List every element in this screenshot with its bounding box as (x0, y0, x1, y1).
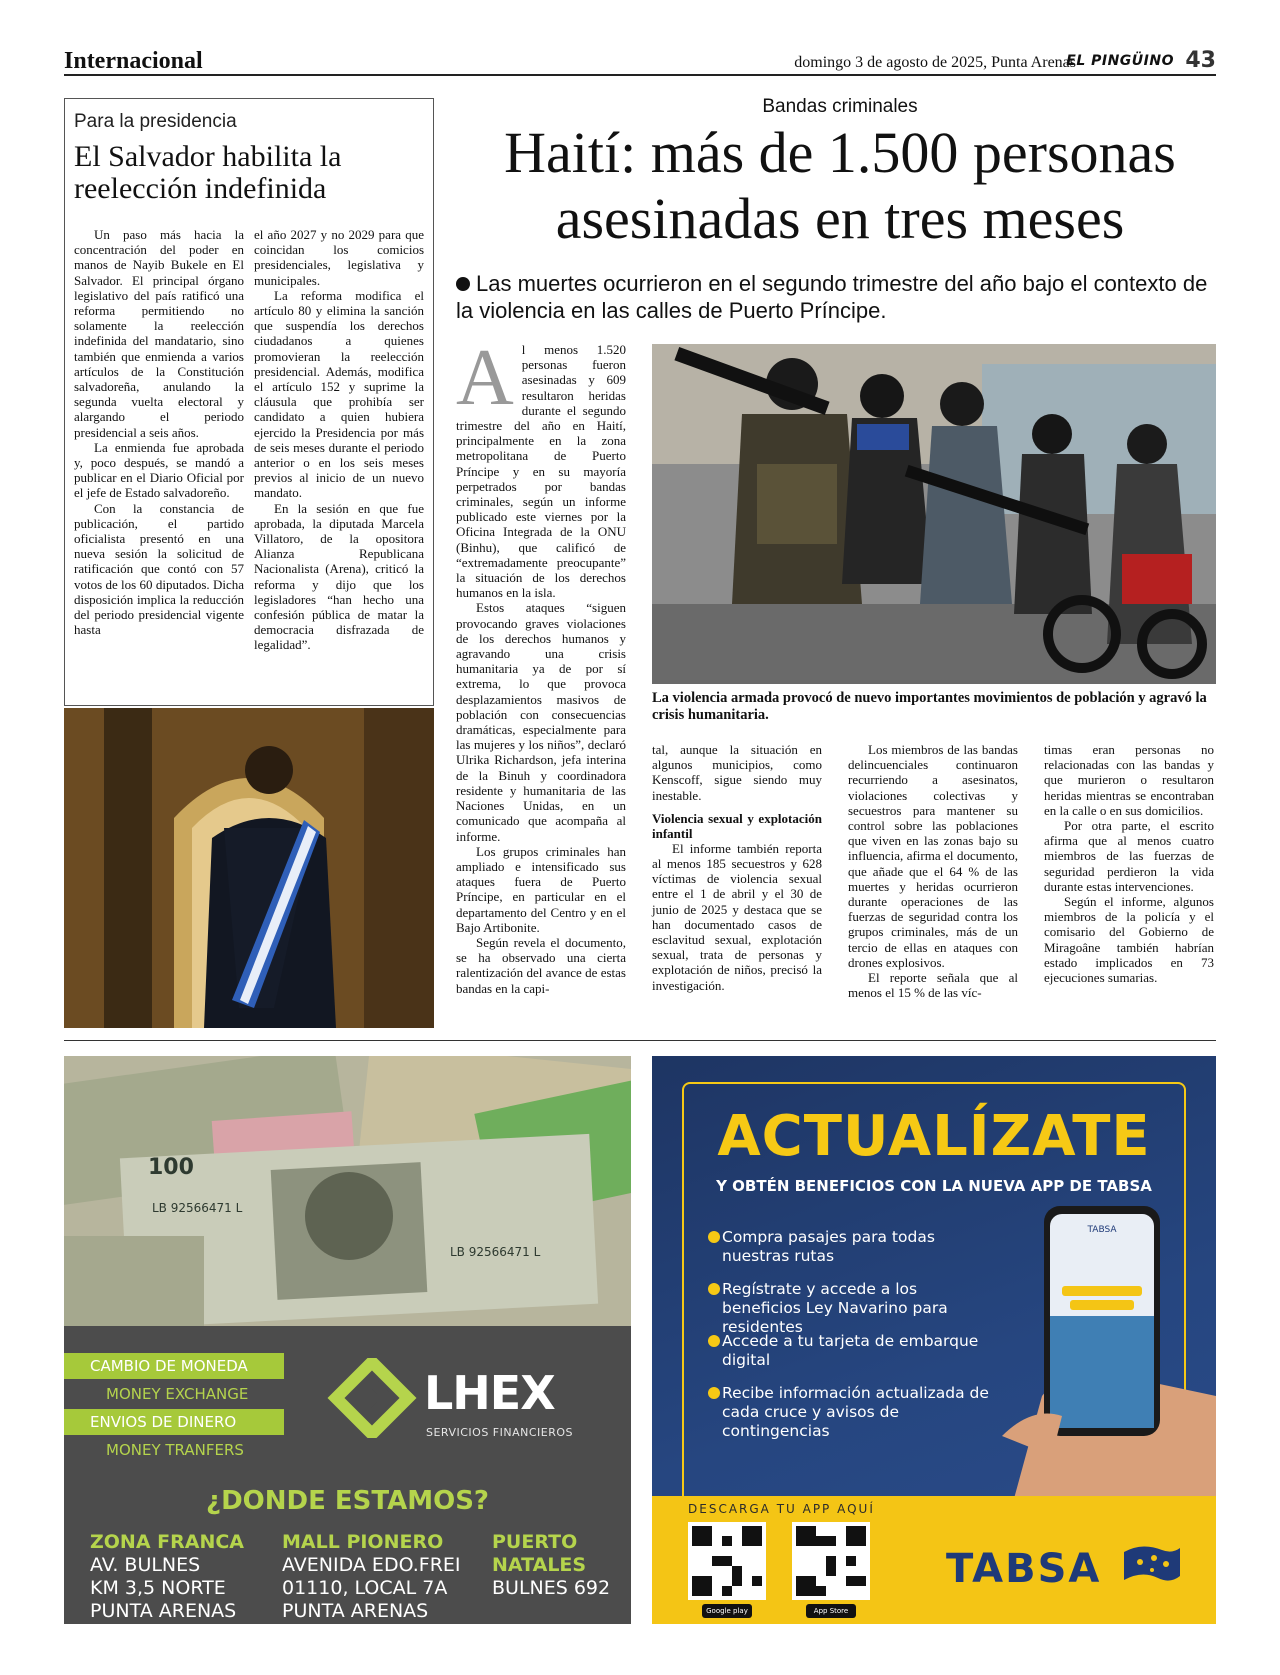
main-headline: Haití: más de 1.500 personas asesinadas en tres meses (504, 120, 1176, 251)
location-line: BULNES 692 (492, 1577, 611, 1599)
service-tags (64, 1353, 284, 1465)
paragraph: l menos 1.520 personas fueron asesinadas y 609 resultaron heridas durante el segundo trimestre del año en Haití, principalmente en la zona metropolitana de Puerto Príncipe y en su mayoría perpetrados por bandas criminales, según un informe publicado este viernes por la Oficina Integrada de la ONU (Binhu), que calificó de “extremadamente preocupante” la situación de los derechos humanos en la isla. (456, 342, 626, 601)
tabsa-flag-icon (1122, 1542, 1182, 1586)
story-column-1 (74, 227, 244, 653)
benefit-text: Regístrate y accede a los beneficios Ley Navarino para residentes (722, 1280, 948, 1336)
benefit-item (708, 1332, 998, 1370)
story-kicker: Para la presidencia (74, 111, 237, 132)
bullet-icon (456, 277, 470, 291)
tabsa-logo: TABSA (946, 1546, 1102, 1592)
location-title: MALL PIONERO (282, 1531, 444, 1553)
location-line: AVENIDA EDO.FREI (282, 1554, 461, 1576)
dollar-bills-illustration (64, 1056, 631, 1326)
where-title: ¿DONDE ESTAMOS? (205, 1486, 490, 1516)
qr-code-icon[interactable] (792, 1522, 870, 1600)
lhex-advertisement (64, 1056, 631, 1624)
benefit-item (708, 1280, 998, 1337)
paragraph: Los grupos criminales han ampliado e intensificado sus ataques fuera de Puerto Príncipe, en particular en el departamento del Centro y en el Bajo Artibonite. (456, 843, 626, 935)
benefit-item (708, 1384, 998, 1441)
paragraph: Estos ataques “siguen provocando graves violaciones de los derechos humanos y agravando una crisis humanitaria ya de por sí extrema, lo que provoca desplazamientos masivos de población con consecuencias dramáticas, especialmente para las mujeres y los niños”, declaró Ulrika Richardson, jefa interina de la Binuh y coordinadora residente y humanitaria de las Naciones Unidas, en un comunicado que acompaña al informe. (456, 600, 626, 844)
benefit-text: Recibe información actualizada de cada cruce y avisos de contingencias (722, 1384, 989, 1440)
main-kicker: Bandas criminales (762, 96, 918, 117)
service-tag: ENVIOS DE DINERO (64, 1409, 284, 1435)
ad-subtitle: Y OBTÉN BENEFICIOS CON LA NUEVA APP DE TABSA (716, 1177, 1152, 1195)
paragraph: La enmienda fue aprobada y, poco después, se mandó a publicar en el Diario Oficial por el jefe de Estado salvadoreño. (74, 439, 244, 501)
qr-pattern (692, 1526, 762, 1596)
service-tag: CAMBIO DE MONEDA (64, 1353, 284, 1379)
benefit-item (708, 1228, 998, 1266)
paragraph: Por otra parte, el escrito afirma que al menos cuatro miembros de las fuerzas de seguridad perdieron la vida durante estas intervenciones. (1044, 818, 1214, 894)
phone-app-label: TABSA (1087, 1225, 1117, 1235)
qr-code-icon[interactable] (688, 1522, 766, 1600)
subheading: Violencia sexual y explotación infantil (652, 810, 822, 841)
tabsa-advertisement (652, 1056, 1216, 1624)
paragraph: El reporte señala que al menos el 15 % de las víc- (848, 970, 1018, 1001)
main-column-4 (1044, 742, 1214, 985)
paragraph: Con la constancia de publicación, el partido oficialista presentó en una nueva sesión la solicitud de ratificación que contó con 57 votos de los 60 diputados. Dicha disposición implica la reducción del periodo presidencial vigente hasta (74, 500, 244, 638)
location-title: PUERTO (492, 1531, 578, 1553)
dateline: domingo 3 de agosto de 2025, Punta Arenas (794, 54, 1076, 71)
paragraph: El informe también reporta al menos 185 secuestros y 628 víctimas de violencia sexual entre el 1 de abril y el 30 de junio de 2025 y destaca que se han documentado casos de esclavitud sexual, explotación sexual, trata de personas y explotación de niños, precisó la investigación. (652, 840, 822, 993)
main-column-3 (848, 742, 1018, 1000)
photo-caption: La violencia armada provocó de nuevo importantes movimientos de población y agravó la crisis humanitaria. (652, 690, 1207, 723)
location-mall-pionero (282, 1531, 461, 1623)
story-headline: El Salvador habilita la reelección indefinida (74, 140, 342, 205)
ad-title: ACTUALÍZATE (717, 1104, 1151, 1169)
benefit-text: Accede a tu tarjeta de embarque digital (722, 1332, 979, 1369)
lhex-tagline: SERVICIOS FINANCIEROS (426, 1426, 574, 1439)
check-icon (708, 1283, 720, 1295)
check-icon (708, 1387, 720, 1399)
location-line: 01110, LOCAL 7A (282, 1577, 448, 1599)
main-column-1 (456, 334, 626, 996)
paragraph: En la sesión en que fue aprobada, la diputada Marcela Villatoro, de la opositora Alianza Republicana Nacionalista (Arena), criticó la reforma y dijo que los legisladores “han hecho una confesión pública de matar la democracia disfrazada de legalidad”. (254, 500, 424, 653)
app-store-badge[interactable]: App Store (806, 1604, 856, 1618)
bill-serial: LB 92566471 L (450, 1245, 541, 1259)
bill-denomination: 100 (148, 1155, 194, 1180)
main-column-2 (652, 742, 822, 993)
phone-in-hand-illustration (982, 1206, 1216, 1506)
section-divider (64, 1040, 1216, 1041)
service-tag: MONEY TRANFERS (106, 1441, 244, 1459)
location-puerto-natales (492, 1531, 610, 1600)
newspaper-brand: EL PINGÜINO (1066, 53, 1174, 69)
google-play-badge[interactable]: Google play (702, 1604, 752, 1618)
bukele-sash-illustration (64, 708, 434, 1028)
story-columns (74, 227, 424, 653)
check-icon (708, 1335, 720, 1347)
paragraph: Según revela el documento, se ha observado una cierta ralentización del avance de estas bandas en la capi- (456, 934, 626, 996)
story-column-2 (254, 227, 424, 653)
location-line: PUNTA ARENAS (282, 1600, 429, 1622)
paragraph: Según el informe, algunos miembros de la policía y el comisario del Gobierno de Miragoâne también habrían estado implicados en 73 ejecuciones sumarias. (1044, 894, 1214, 986)
deck-text: Las muertes ocurrieron en el segundo trimestre del año bajo el contexto de la violencia en las calles de Puerto Príncipe. (456, 271, 1208, 323)
benefit-text: Compra pasajes para todas nuestras rutas (722, 1228, 935, 1265)
paragraph: Los miembros de las bandas delincuenciales continuaron recurriendo a asesinatos, violaciones colectivas y secuestros para mantener su control sobre las poblaciones que viven en las zonas bajo su influencia, afirma el documento, que añade que el 64 % de las muertes y heridas ocurrieron durante operaciones de las fuerzas de seguridad contra los grupos criminales, más de un tercio de ellas en ataques con drones explosivos. (848, 742, 1018, 970)
location-title: ZONA FRANCA (90, 1531, 245, 1553)
banknotes-image (64, 1056, 631, 1326)
check-icon (708, 1231, 720, 1243)
gang-members-illustration (652, 344, 1216, 684)
download-label: DESCARGA TU APP AQUÍ (688, 1502, 875, 1516)
service-tag: MONEY EXCHANGE (106, 1385, 249, 1403)
page-header (64, 48, 1216, 76)
paragraph: tal, aunque la situación en algunos municipios, como Kenscoff, sigue siendo muy inestable. (652, 742, 822, 803)
bill-serial: LB 92566471 L (152, 1201, 243, 1215)
paragraph: La reforma modifica el artículo 80 y elimina la sanción que suspendía los derechos ciudadanos a quienes promovieran la reelección presidencial. Además, modifica el artículo 152 y suprime la cláusula que prohibía ser candidato a quien hubiera ejercido la Presidencia por más de seis meses durante el periodo anterior o en los seis meses previos al inicio de un nuevo mandato. (254, 287, 424, 501)
location-title: NATALES (492, 1554, 587, 1576)
location-zona-franca (90, 1531, 244, 1623)
location-line: PUNTA ARENAS (90, 1600, 237, 1622)
bukele-photo (64, 708, 434, 1028)
section-title: Internacional (64, 48, 203, 74)
paragraph: el año 2027 y no 2029 para que coincidan los comicios presidenciales, legislativa y municipales. (254, 227, 424, 288)
qr-pattern (796, 1526, 866, 1596)
main-deck (456, 270, 1220, 324)
dropcap: A (456, 334, 514, 422)
page-number: 43 (1185, 48, 1216, 73)
location-line: AV. BULNES (90, 1554, 201, 1576)
paragraph: Un paso más hacia la concentración del poder en manos de Nayib Bukele en El Salvador. El principal órgano legislativo del país ratificó una reforma permitiendo no solamente la reelección indefinida del mandatario, sino también que enmienda a varios artículos de la Constitución salvadoreña, anulando la segunda vuelta electoral y alargando el periodo presidencial a seis años. (74, 227, 244, 440)
haiti-gang-photo (652, 344, 1216, 684)
paragraph: timas eran personas no relacionadas con las bandas y que murieron o resultaron heridas mientras se encontraban en la calle o en sus domicilios. (1044, 742, 1214, 818)
el-salvador-story (64, 98, 434, 706)
location-line: KM 3,5 NORTE (90, 1577, 226, 1599)
lhex-wordmark: LHEX (424, 1366, 555, 1420)
